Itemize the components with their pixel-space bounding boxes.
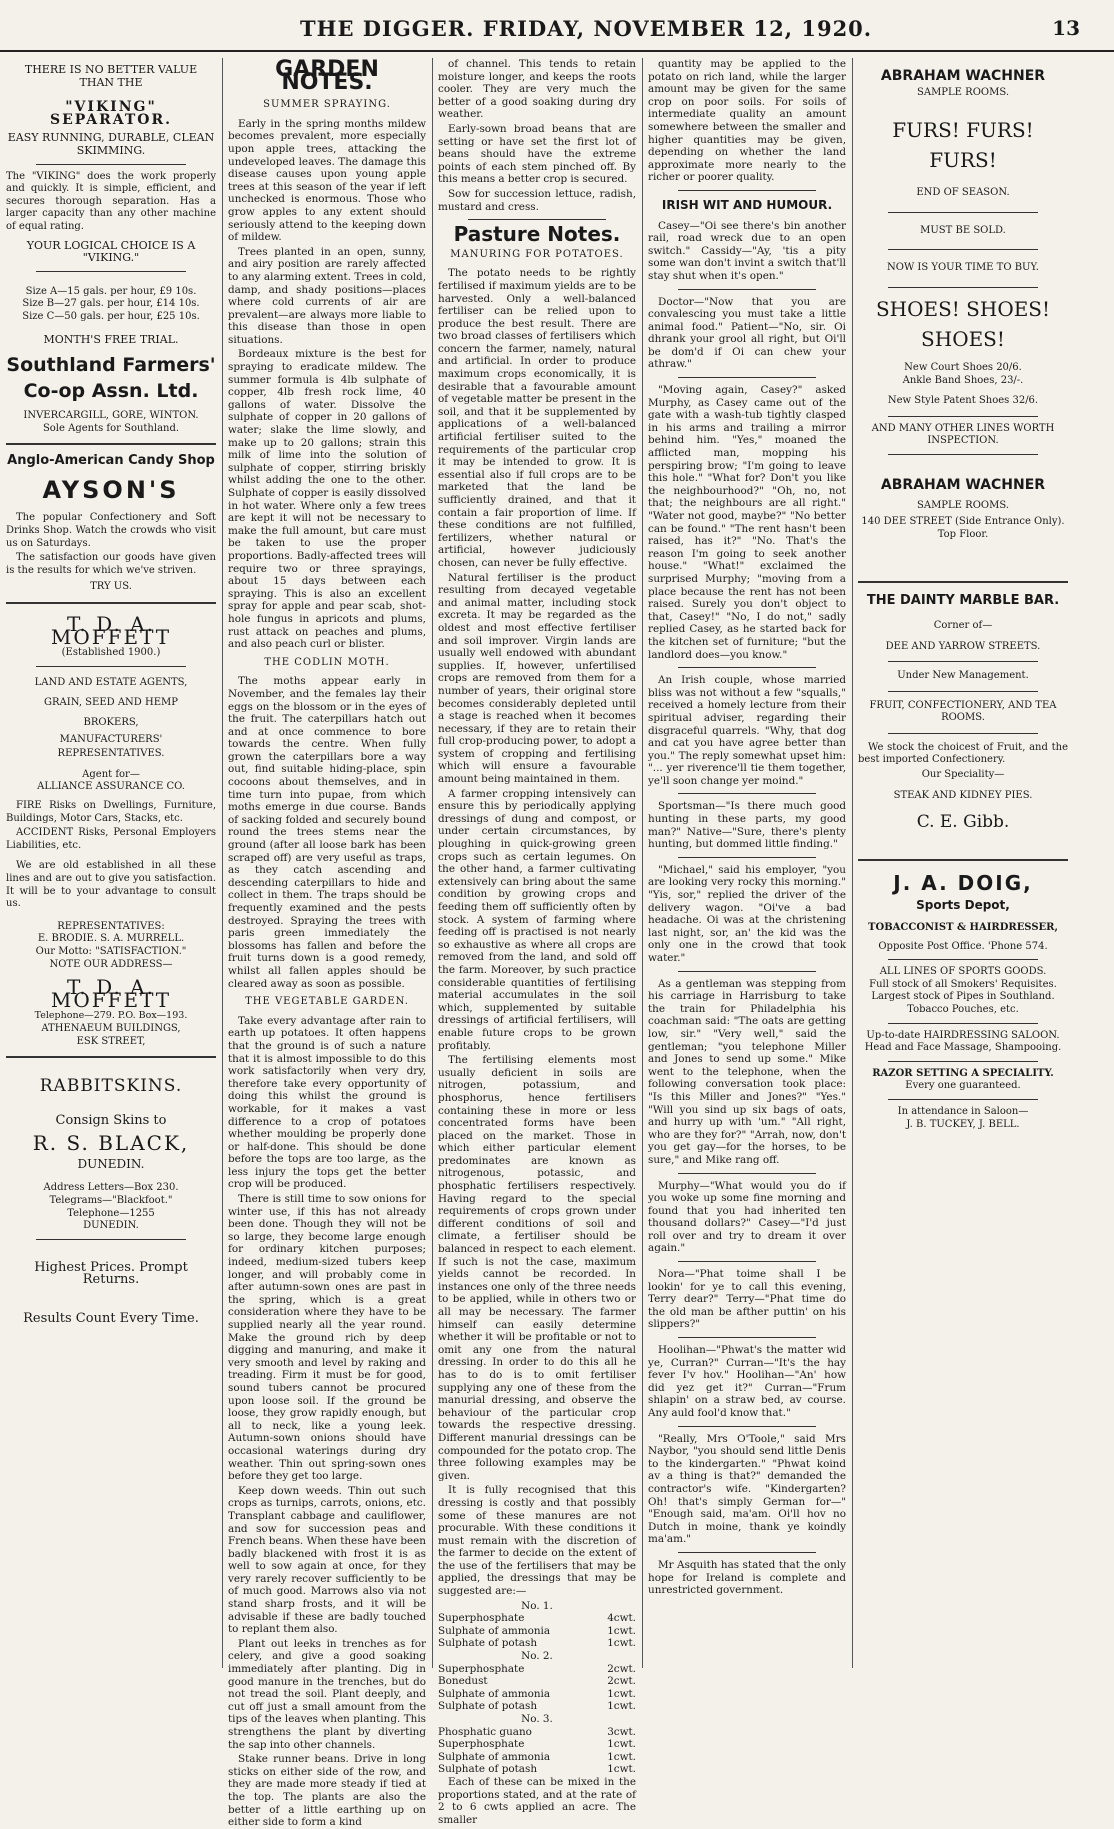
address-line: Telephone—1255 xyxy=(67,1207,155,1219)
viking-size-c: Size C—50 gals. per hour, £25 10s. xyxy=(22,310,200,322)
dee-yarrow: DEE AND YARROW STREETS. xyxy=(885,640,1041,652)
joke: "Michael," said his employer, "you are looking very rocky this morning." "Yis, sor," replied the driver of the delivery wagon. "Oi've a bad headache. Oi was at the christening last night, sor, an' the kid was the only one in the crowd that took water." xyxy=(648,863,846,964)
vegetable-garden-heading: THE VEGETABLE GARDEN. xyxy=(245,996,409,1008)
fire-risks: FIRE Risks on Dwellings, Furniture, Buildings, Motor Cars, Stacks, etc. xyxy=(6,800,216,824)
garden-notes-heading: GARDEN NOTES. xyxy=(275,57,379,95)
column-rule xyxy=(852,58,853,1668)
southland-agents: Sole Agents for Southland. xyxy=(42,422,180,434)
garden-paragraph: There is still time to sow onions for winter use, if this has not already been done. Though they will not be so large, they become large enough for ordinary kitchen purposes; indeed, medium-sized tubers keep longer, and will probably come in after autumn-sown ones are past in the spring, which is a great consideration where they have to be supplied nearly all the year round. Make the ground rich by deep digging and manuring, and make it very smooth and level by raking and treading. Firm it must be for good, sound tubers cannot be procured upon loose soil. If the ground be loose, they grow rapidly enough, but all to neck, like a young leek. Autumn-sown onions should have occasional waterings during dry weather. Thin out spring-sown ones before they get too large. xyxy=(228,1193,426,1483)
steak-pies: STEAK AND KIDNEY PIES. xyxy=(893,789,1033,801)
all-lines: ALL LINES OF SPORTS GOODS. xyxy=(879,966,1047,978)
address-line: Address Letters—Box 230. xyxy=(43,1182,179,1194)
newspaper-title: THE DIGGER. FRIDAY, NOVEMBER 12, 1920. xyxy=(300,16,873,41)
rep-names: E. BRODIE. S. A. MURRELL. xyxy=(37,933,185,945)
results-count: Results Count Every Time. xyxy=(23,1311,199,1327)
court-shoes: New Court Shoes 20/6. xyxy=(904,361,1022,373)
moffett-established: (Established 1900.) xyxy=(61,647,161,659)
highest-prices: Highest Prices. Prompt Returns. xyxy=(34,1259,188,1288)
patent-shoes: New Style Patent Shoes 32/6. xyxy=(887,395,1039,407)
dressing-row: Sulphate of ammonia 1cwt. xyxy=(438,1624,636,1637)
garden-paragraph: of channel. This tends to retain moisture longer, and keeps the roots cooler. They are very much the better of a good soaking during dry weather. xyxy=(438,58,636,121)
dressing-row: Superphosphate 1cwt. xyxy=(438,1738,636,1751)
dressing-no2: No. 2. xyxy=(521,1650,553,1663)
moffett-line: BROKERS, xyxy=(83,716,139,728)
garden-paragraph: Early in the spring months mildew becomes prevalent, more especially upon apple trees, attacking the undeveloped leaves. The damage this disease causes upon young apple trees at this season of the year if left unchecked is enormous. Those who grow apples to any extent should seriously attend to the keeping down of mildew. xyxy=(228,117,426,244)
joke: Sportsman—"Is there much good hunting in these parts, my good man?" Native—"Sure, there's plenty hunting, but dommed little finding." xyxy=(648,800,846,851)
column-rule xyxy=(642,58,643,1668)
irish-wit-heading: IRISH WIT AND HUMOUR. xyxy=(661,197,833,212)
column-garden-notes xyxy=(228,57,426,1829)
joke: Hoolihan—"Phwat's the matter wid ye, Curran?" Curran—"It's the hay fever I'v hov." Hoolihan—"An' how did yez get it?" Curran—"Frum shlapin' on a straw bed, av course. Any auld fool'd know that." xyxy=(648,1344,846,1419)
dressing-row: Phosphatic guano 3cwt. xyxy=(438,1725,636,1738)
viking-body: The "VIKING" does the work properly and quickly. It is simple, efficient, and secures thorough separation. Has a larger capacity than any other machine of equal rating. xyxy=(6,170,216,232)
viking-tagline: EASY RUNNING, DURABLE, CLEAN SKIMMING. xyxy=(7,131,215,157)
marble-bar: THE DAINTY MARBLE BAR. xyxy=(866,593,1060,609)
address-line: Telegrams—"Blackfoot." xyxy=(49,1195,173,1207)
tuckey-bell: J. B. TUCKEY, J. BELL. xyxy=(906,1118,1020,1130)
moffett-line: LAND AND ESTATE AGENTS, xyxy=(34,676,188,688)
rabbitskins: RABBITSKINS. xyxy=(39,1076,183,1097)
garden-paragraph: Take every advantage after rain to earth up potatoes. It often happens that the ground is of such a nature that it is almost impossible to do this work satisfactorily when very dry, therefore take every opportunity of doing this whilst the ground is workable, for it makes a vast difference to a crop of potatoes whether moulding be properly done or half-done. This should be done before the tops are too large, as the less injury the tops get the better crop will be produced. xyxy=(228,1014,426,1191)
joke: "Moving again, Casey?" asked Murphy, as Casey came out of the gate with a wash-tub tightly clasped in his arms and trailing a mirror behind him. "Yes," moaned the afflicted man, mopping his perspiring brow; "I'm going to leave this hole." "What for? Don't you like the neighbourhood?" "Oh, no, not that; the neighbours are all right." "Water not good, maybe?" "No better can be found." "The rent hasn't been raised, has it?" "No. That's the reason I'm going to seek another house." "What!" exclaimed the surprised Murphy; "moving from a place because the rent has not been raised. Surely you don't object to that, Casey!" "No, I do not," sadly replied Casey, as he started back for the kitchen set of furniture; "but the landlord does—you know." xyxy=(648,384,846,661)
guaranteed: Every one guaranteed. xyxy=(905,1080,1021,1092)
must-be-sold: MUST BE SOLD. xyxy=(920,224,1006,236)
end-season: END OF SEASON. xyxy=(916,187,1010,199)
corner-of: Corner of— xyxy=(933,619,993,631)
column-ads-left xyxy=(6,58,216,1668)
old-established: We are old established in all these lines and are out to give you satisfaction. It will be to your advantage to consult us. xyxy=(6,860,216,910)
our-speciality: Our Speciality— xyxy=(921,769,1005,781)
moffett-phone: Telephone—279. P.O. Box—193. xyxy=(34,1010,188,1022)
dressing-row: Superphosphate 2cwt. xyxy=(438,1662,636,1675)
aysons-body-2: The satisfaction our goods have given is the results for which we've striven. xyxy=(6,552,216,576)
joke: As a gentleman was stepping from his carriage in Harrisburg to take the train for Philadelphia his coachman said: "The oats are getting low, sir." "Very well," said the gentleman; "you telephone Miller and Jones to send up some." Mike went to the telephone, when the following conversation took place: "Is this Miller and Jones?" "Yes." "Will you sind up six bags of oats, and hurry up with 'um." "All right, who are they for?" "Arrah, now, don't you get gay—for the horses, to be sure," and Mike rang off. xyxy=(648,977,846,1166)
moffett-name-2: T. D. A. MOFFETT xyxy=(50,975,172,1012)
garden-paragraph: Keep down weeds. Thin out such crops as turnips, carrots, onions, etc. Transplant cabbage and cauliflower, and sow for succession peas and French beans. When these have been badly blackened with frost it is as well to sow again at once, for they very rarely recover sufficiently to be of much good. Marrows also via not stand sharp frosts, and it will be advisable if these are badly touched to replant them also. xyxy=(228,1484,426,1636)
southland-towns: INVERCARGILL, GORE, WINTON. xyxy=(23,410,199,422)
joke: Nora—"Phat toime shall I be lookin' for ye to call this evening, Terry dear?" Terry—"Phat time do the old man be afther puttin' on his slippers?" xyxy=(648,1268,846,1331)
garden-paragraph: The moths appear early in November, and the females lay their eggs on the blossom or in the eyes of the fruit. The caterpillars hatch out and at once commence to bore towards the centre. When fully grown the caterpillars bore a way out, find suitable hiding-place, spin cocoons about themselves, and in time turn into pupae, from which moths emerge in due course. Bands of sacking folded and securely bound round the trees stems near the ground (after all loose bark has been scraped off) are very useful as traps, as they catch ascending and descending caterpillars to hide and collect in them. The traps should be frequently examined and the pests destroyed. Spraying the trees with paris green immediately the blossoms has fallen and before the fruit turns down is a good remedy, whilst all fallen apples should be cleared away as soon as possible. xyxy=(228,675,426,990)
furs: FURS! FURS! FURS! xyxy=(892,118,1034,173)
doig-name: J. A. DOIG, xyxy=(893,870,1033,895)
viking-choice: YOUR LOGICAL CHOICE IS A "VIKING." xyxy=(26,238,196,265)
viking-size-b: Size B—27 gals. per hour, £14 10s. xyxy=(22,298,200,310)
manuring-heading: MANURING FOR POTATOES. xyxy=(450,248,624,260)
garden-paragraph: Early-sown broad beans that are setting or have set the first lot of beans should have the extreme points of each stem pinched off. By this means a better crop is secured. xyxy=(438,122,636,186)
tobacconist: TOBACCONIST & HAIRDRESSER, xyxy=(868,922,1058,934)
pasture-paragraph: Natural fertiliser is the product resulting from decayed vegetable and animal matter, including stock excreta. It may be regarded as the oldest and most effective fertiliser and soil improver. Virgin lands are usually well endowed with abundant supplies. If, however, unfertilised crops are removed from them for a number of years, their original store becomes considerably depleted until a stage is reached when it becomes necessary, if they are to retain their full crop-producing power, to adopt a system of cropping and fertilising which will ensure a favourable amount being maintained in them. xyxy=(438,571,636,786)
joke: Doctor—"Now that you are convalescing you must take a little animal food." Patient—"No, sir. Oi dhrank your grool all right, but Oi'll be dom'd if Oi can chew your athraw." xyxy=(648,295,846,371)
pasture-paragraph: The fertilising elements most usually deficient in soils are nitrogen, potassium, and phosphorus, hence fertilisers containing these in more or less concentrated forms have been placed on the market. Those in which either particular element predominates are known as nitrogenous, potassic, and phosphatic fertilisers respectively. Having regard to the special requirements of crops grown under different conditions of soil and climate, a fertiliser should be balanced in respect to each element. If such is not the case, maximum yields cannot be recorded. In instances one only of the three needs to be applied, while in others two or all may be necessary. The farmer himself can easily determine whether it will be profitable or not to omit any one from the natural dressing. In order to do this all he has to do is to omit fertiliser supplying any one of these from the manurial dressing, and observe the behaviour of the particular crop towards the respective dressing. Different manurial dressings can be compounded for the potato crop. The three following examples may be given. xyxy=(438,1054,636,1482)
dunedin: DUNEDIN. xyxy=(77,1156,145,1171)
gibb: C. E. Gibb. xyxy=(916,812,1010,833)
viking-name: "VIKING" SEPARATOR. xyxy=(49,99,172,128)
wachner-name: ABRAHAM WACHNER xyxy=(880,68,1046,84)
accident-risks: ACCIDENT Risks, Personal Employers Liabilities, etc. xyxy=(6,827,216,851)
pasture-paragraph: A farmer cropping intensively can ensure this by periodically applying dressings of dung and compost, or under certain circumstances, by ploughing in quick-growing green crops such as certain legumes. On the other hand, a farmer cultivating extensively can bring about the same condition by growing crops and feeding them off sufficiently often by stock. A system of farming where feeding off is practised is not nearly so exhaustive as where all crops are removed from the land, and sold off the farm. Moreover, by such practice considerable quantities of fertilising material accumulates in the soil which, supplemented by suitable dressings of artificial fertilisers, will enable future crops to be grown profitably. xyxy=(438,787,636,1052)
note-address: NOTE OUR ADDRESS— xyxy=(49,958,173,970)
dressing-row: Sulphate of ammonia 1cwt. xyxy=(438,1750,636,1763)
ankle-shoes: Ankle Band Shoes, 23/-. xyxy=(902,374,1024,386)
esk-street: ESK STREET, xyxy=(76,1035,146,1047)
summer-spraying-heading: SUMMER SPRAYING. xyxy=(263,99,391,111)
opposite-po: Opposite Post Office. 'Phone 574. xyxy=(878,940,1048,952)
full-stock: Full stock of all Smokers' Requisites. Largest stock of Pipes in Southland. Tobacco Pouches, etc. xyxy=(869,978,1057,1015)
dressing-row: Sulphate of potash 1cwt. xyxy=(438,1700,636,1713)
joke: "Really, Mrs O'Toole," said Mrs Naybor, "you should send little Denis to the kindergarten." "Phwat koind av a thing is that?" demanded the contractor's wife. "Kindergarten? Oh! that's simply German for—" "Enough said, ma'am. Oi'll hov no Dutch in moine, thank ye koindly ma'am." xyxy=(648,1432,846,1546)
candy-shop: Anglo-American Candy Shop xyxy=(7,453,215,469)
dressing-row: Sulphate of potash 1cwt. xyxy=(438,1637,636,1650)
joke: Mr Asquith has stated that the only hope for Ireland is complete and unrestricted government. xyxy=(648,1558,846,1597)
in-attendance: In attendance in Saloon— xyxy=(897,1105,1029,1117)
masthead xyxy=(0,0,1114,52)
pasture-notes-heading: Pasture Notes. xyxy=(453,222,621,247)
dressing-row: Sulphate of potash 1cwt. xyxy=(438,1763,636,1776)
try-us: TRY US. xyxy=(90,581,132,593)
garden-paragraph: Trees planted in an open, sunny, and airy position are rarely affected to any alarming extent. Trees in cold, damp, and shady positions—places where cold currents of air are prevalent—are always more liable to this disease than those in open situations. xyxy=(228,245,426,346)
dressing-row: Sulphate of ammonia 1cwt. xyxy=(438,1687,636,1700)
dee-street: 140 DEE STREET (Side Entrance Only). Top Floor. xyxy=(861,516,1065,540)
representatives: REPRESENTATIVES: xyxy=(57,920,165,932)
dressing-no3: No. 3. xyxy=(521,1713,553,1725)
fruit-tea: FRUIT, CONFECTIONERY, AND TEA ROOMS. xyxy=(869,699,1057,724)
consign: Consign Skins to xyxy=(55,1112,167,1128)
rs-black: R. S. BLACK, xyxy=(32,1131,190,1156)
joke: Murphy—"What would you do if you woke up some fine morning and found that you had inherited ten thousand dollars?" Casey—"I'd just roll over and try to dream it over again." xyxy=(648,1179,846,1255)
shoes: SHOES! SHOES! SHOES! xyxy=(875,296,1051,351)
free-trial: MONTH'S FREE TRIAL. xyxy=(43,332,179,346)
page-number: 13 xyxy=(1052,16,1080,40)
many-lines: AND MANY OTHER LINES WORTH INSPECTION. xyxy=(871,422,1055,447)
dressing-row: Bonedust 2cwt. xyxy=(438,1675,636,1688)
sample-rooms: SAMPLE ROOMS. xyxy=(917,86,1009,98)
sports-depot: Sports Depot, xyxy=(916,898,1010,913)
wachner-name-2: ABRAHAM WACHNER xyxy=(880,476,1046,493)
column-irish-wit xyxy=(648,58,846,1668)
athenaeum: ATHENAEUM BUILDINGS, xyxy=(41,1022,181,1034)
garden-paragraph: Bordeaux mixture is the best for spraying to eradicate mildew. The summer formula is 4lb sulphate of copper, 4lb fresh rock lime, 40 gallons of water. Dissolve the sulphate of copper in 20 gallons of water; slake the lime slowly, and make up to 20 gallons; strain this milk of lime into the solution of sulphate of copper, stirring briskly whilst adding the one to the other. Sulphate of copper is easily dissolved in hot water. Where only a few trees are kept it will not be necessary to make the full amount, but care must be taken to use the proper proportions. Badly-affected trees will require two or three sprayings, about 15 days between each spraying. This is also an excellent spray for apple and pear scab, shot-hole fungus in apricots and plums, rust attack on peaches and plums, and also peach curl or blister. xyxy=(228,348,426,651)
aysons-body: The popular Confectionery and Soft Drinks Shop. Watch the crowds who visit us on Saturdays. xyxy=(6,512,216,549)
column-pasture-notes xyxy=(438,58,636,1826)
column-rule xyxy=(222,58,223,1668)
new-management: Under New Management. xyxy=(897,670,1029,682)
viking-size-a: Size A—15 gals. per hour, £9 10s. xyxy=(25,285,197,297)
pasture-paragraph: It is fully recognised that this dressing is costly and that possibly some of these manures are not procurable. With these conditions it must remain with the discretion of the farmer to decide on the extent of the use of the fertilisers that may be applied, the dressings that may be suggested are:— xyxy=(438,1484,636,1598)
dunedin-2: DUNEDIN. xyxy=(83,1220,139,1232)
joke: An Irish couple, whose married bliss was not without a few "squalls," received a homely lecture from their spiritual adviser, regarding their disgraceful quarrels. "Why, that dog and cat you have agree better than you." The reply somewhat upset him: "... yer riverence'll tie them together, ye'll soon change yer moind." xyxy=(648,674,846,787)
razor-setting: RAZOR SETTING A SPECIALITY. xyxy=(872,1067,1054,1079)
dressing-no1: No. 1. xyxy=(521,1599,553,1612)
head-face: Head and Face Massage, Shampooing. xyxy=(864,1042,1062,1054)
pasture-paragraph: The potato needs to be rightly fertilised if maximum yields are to be harvested. Only a well-balanced fertiliser can be relied upon to produce the best result. There are two broad classes of fertilisers which concern the farmer, namely, natural and artificial. In order to produce maximum crops economically, it is desirable that a favourable amount of vegetable matter be present in the soil, and that it be supplemented by applications of a well-balanced artificial fertiliser suited to the requirements of the particular crop it may be intended to grow. It is essential also if full crops are to be marketed that the land be sufficiently drained, and that it contain a fair proportion of lime. If these conditions are not fulfilled, fertilizers, whether natural or artificial, however judiciously chosen, can never be fully effective. xyxy=(438,267,636,569)
viking-intro: THERE IS NO BETTER VALUE THAN THE xyxy=(24,63,198,89)
moffett-motto: Our Motto: "SATISFACTION." xyxy=(35,945,187,957)
column-rule xyxy=(432,58,433,1668)
moffett-line: GRAIN, SEED AND HEMP xyxy=(44,696,178,708)
garden-paragraph: Plant out leeks in trenches as for celery, and give a good soaking immediately after planting. Dig in good manure in the trenches, but do not tread the soil. Plant deeply, and cut off just a small amount from the tips of the leaves when planting. This strengthens the plant by diverting the sap into other channels. xyxy=(228,1637,426,1751)
pasture-paragraph: Each of these can be mixed in the proportions stated, and at the rate of 2 to 6 cwts applied an acre. The smaller xyxy=(438,1775,636,1826)
pasture-paragraph: quantity may be applied to the potato on rich land, while the larger amount may be given for the same crop on poor soils. For soils of intermediate quality an amount somewhere between the smaller and higher quantities may be given, depending on whether the land approximate more nearly to the richer or poorer quality. xyxy=(648,58,846,184)
sample-rooms-2: SAMPLE ROOMS. xyxy=(917,499,1009,511)
codlin-moth-heading: THE CODLIN MOTH. xyxy=(264,656,390,668)
alliance: ALLIANCE ASSURANCE CO. xyxy=(37,781,185,793)
garden-paragraph: Stake runner beans. Drive in long sticks on either side of the row, and they are made more steady if tied at the top. The plants are also the better of a little earthing up on either side to form a kind xyxy=(228,1753,426,1829)
column-ads-right xyxy=(858,58,1068,1668)
dressing-row: Superphosphate 4cwt. xyxy=(438,1612,636,1625)
moffett-name: T. D. A. MOFFETT xyxy=(50,612,172,649)
joke: Casey—"Oi see there's bin another rail, road wreck due to an open switch." Cassidy—"Ay, 'tis a pity some wan don't invint a switch that'll stay shut when it's open." xyxy=(648,219,846,282)
agent-for: Agent for— xyxy=(82,768,140,780)
now-buy: NOW IS YOUR TIME TO BUY. xyxy=(887,262,1039,274)
moffett-line: MANUFACTURERS' REPRESENTATIVES. xyxy=(57,733,165,759)
aysons: AYSON'S xyxy=(42,475,180,504)
stock-choicest: We stock the choicest of Fruit, and the best imported Confectionery. xyxy=(858,741,1068,766)
garden-paragraph: Sow for succession lettuce, radish, mustard and cress. xyxy=(438,187,636,213)
hairdressing: Up-to-date HAIRDRESSING SALOON. xyxy=(866,1029,1060,1041)
southland-farmers: Southland Farmers' Co-op Assn. Ltd. xyxy=(6,354,216,403)
